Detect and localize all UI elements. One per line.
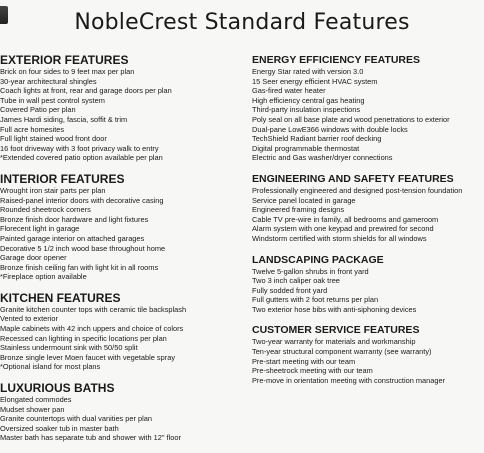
- feature-item: Gas-fired water heater: [252, 86, 326, 96]
- feature-item: Cable TV pre-wire in family, all bedrooms and gameroom: [252, 214, 439, 224]
- feature-item: 15 Seer energy efficient HVAC system: [252, 76, 378, 86]
- feature-item: Florecent light in garage: [0, 224, 80, 234]
- feature-item: Rounded sheetrock corners: [0, 205, 91, 215]
- feature-item: Bronze finish door hardware and light fixtures: [0, 214, 149, 224]
- section-heading: ENGINEERING AND SAFETY FEATURES: [252, 172, 454, 185]
- landscaping-package-section: [252, 254, 484, 315]
- feature-item: Poly seal on all base plate and wood penetrations to exterior: [252, 114, 450, 124]
- feature-item: Ten-year structural component warranty (see warranty): [252, 347, 432, 357]
- feature-item: 16 foot driveway with 3 foot privacy walk to entry: [0, 143, 159, 153]
- feature-item: High efficiency central gas heating: [252, 95, 365, 105]
- feature-item: Maple cabinets with 42 inch uppers and choice of colors: [0, 324, 184, 334]
- section-heading: KITCHEN FEATURES: [0, 290, 121, 305]
- feature-item: James Hardi siding, fascia, soffit & trim: [0, 114, 128, 124]
- feature-item: Granite kitchen counter tops with ceramic tile backsplash: [0, 304, 187, 314]
- section-heading: INTERIOR FEATURES: [0, 171, 125, 186]
- feature-item: Bronze finish ceiling fan with light kit in all rooms: [0, 262, 159, 272]
- right-column: [252, 54, 484, 395]
- feature-item: Wrought iron stair parts per plan: [0, 185, 106, 195]
- feature-item: Granite countertops with dual vanities per plan: [0, 414, 153, 424]
- exterior-features-section: [0, 54, 245, 163]
- feature-item: Master bath has separate tub and shower with 12" floor: [0, 433, 181, 443]
- feature-item: Oversized soaker tub in master bath: [0, 423, 119, 433]
- feature-item: Recessed can lighting in specific locations per plan: [0, 333, 167, 343]
- feature-item: Coach lights at front, rear and garage doors per plan: [0, 86, 172, 96]
- feature-item: *Optional island for most plans: [0, 362, 101, 372]
- section-heading: EXTERIOR FEATURES: [0, 53, 129, 67]
- feature-item: Vented to exterior: [0, 314, 58, 324]
- interior-features-section: [0, 173, 245, 282]
- feature-item: Professionally engineered and designed post-tension foundation: [252, 185, 463, 195]
- feature-item: Mudset shower pan: [0, 404, 65, 414]
- section-heading: LANDSCAPING PACKAGE: [252, 253, 384, 266]
- feature-item: Stainless undermount sink with 50/50 split: [0, 343, 138, 353]
- feature-item: 30-year architectural shingles: [0, 76, 97, 86]
- feature-item: Two exterior hose bibs with anti-siphoning devices: [252, 304, 417, 314]
- feature-item: Fully sodded front yard: [252, 285, 328, 295]
- feature-item: Painted garage interior on attached garages: [0, 233, 145, 243]
- feature-item: Garage door opener: [0, 253, 67, 263]
- feature-item: Pre-sheetrock meeting with our team: [252, 366, 373, 376]
- feature-item: Tube in wall pest control system: [0, 95, 105, 105]
- feature-item: Bronze single lever Moen faucet with vegetable spray: [0, 352, 176, 362]
- feature-item: Decorative 5 1/2 inch wood base throughout home: [0, 243, 166, 253]
- section-heading: LUXURIOUS BATHS: [0, 381, 115, 396]
- feature-item: Alarm system with one keypad and prewired for second: [252, 224, 434, 234]
- feature-item: Full acre homesites: [0, 124, 65, 134]
- feature-item: Full light stained wood front door: [0, 134, 107, 144]
- feature-item: Windstorm certified with storm shields for all windows: [252, 233, 427, 243]
- feature-item: *Extended covered patio option available per plan: [0, 153, 163, 163]
- kitchen-features-section: [0, 292, 245, 372]
- feature-item: Raised-panel interior doors with decorative casing: [0, 195, 164, 205]
- section-heading: CUSTOMER SERVICE FEATURES: [252, 324, 420, 337]
- feature-item: Full gutters with 2 foot returns per plan: [252, 295, 379, 305]
- feature-item: Electric and Gas washer/dryer connections: [252, 153, 393, 163]
- engineering-safety-section: [252, 173, 484, 244]
- feature-item: Digital programmable thermostat: [252, 143, 360, 153]
- feature-item: TechShield Radiant barrier roof decking: [252, 134, 382, 144]
- feature-item: Two 3 inch caliper oak tree: [252, 276, 340, 286]
- feature-item: Engineered framing designs: [252, 205, 345, 215]
- feature-item: Two-year warranty for materials and workmanship: [252, 337, 416, 347]
- page-title: NobleCrest Standard Features: [74, 10, 410, 35]
- feature-item: Pre-start meeting with our team: [252, 356, 356, 366]
- feature-item: Energy Star rated with version 3.0: [252, 67, 364, 76]
- feature-item: Brick on four sides to 9 feet max per plan: [0, 67, 135, 76]
- left-column: [0, 54, 245, 453]
- feature-item: *Fireplace option available: [0, 272, 87, 282]
- feature-item: Elongated commodes: [0, 395, 72, 405]
- feature-item: Pre-move in orientation meeting with construction manager: [252, 375, 446, 385]
- feature-item: Covered Patio per plan: [0, 105, 76, 115]
- feature-item: Service panel located in garage: [252, 195, 356, 205]
- section-heading: ENERGY EFFICIENCY FEATURES: [252, 54, 421, 66]
- energy-efficiency-section: [252, 54, 484, 163]
- feature-item: Third-party insulation inspections: [252, 105, 361, 115]
- feature-item: Twelve 5-gallon shrubs in front yard: [252, 266, 369, 276]
- luxurious-baths-section: [0, 382, 245, 443]
- feature-item: Dual-pane LowE366 windows with double locks: [252, 124, 408, 134]
- customer-service-section: [252, 324, 484, 385]
